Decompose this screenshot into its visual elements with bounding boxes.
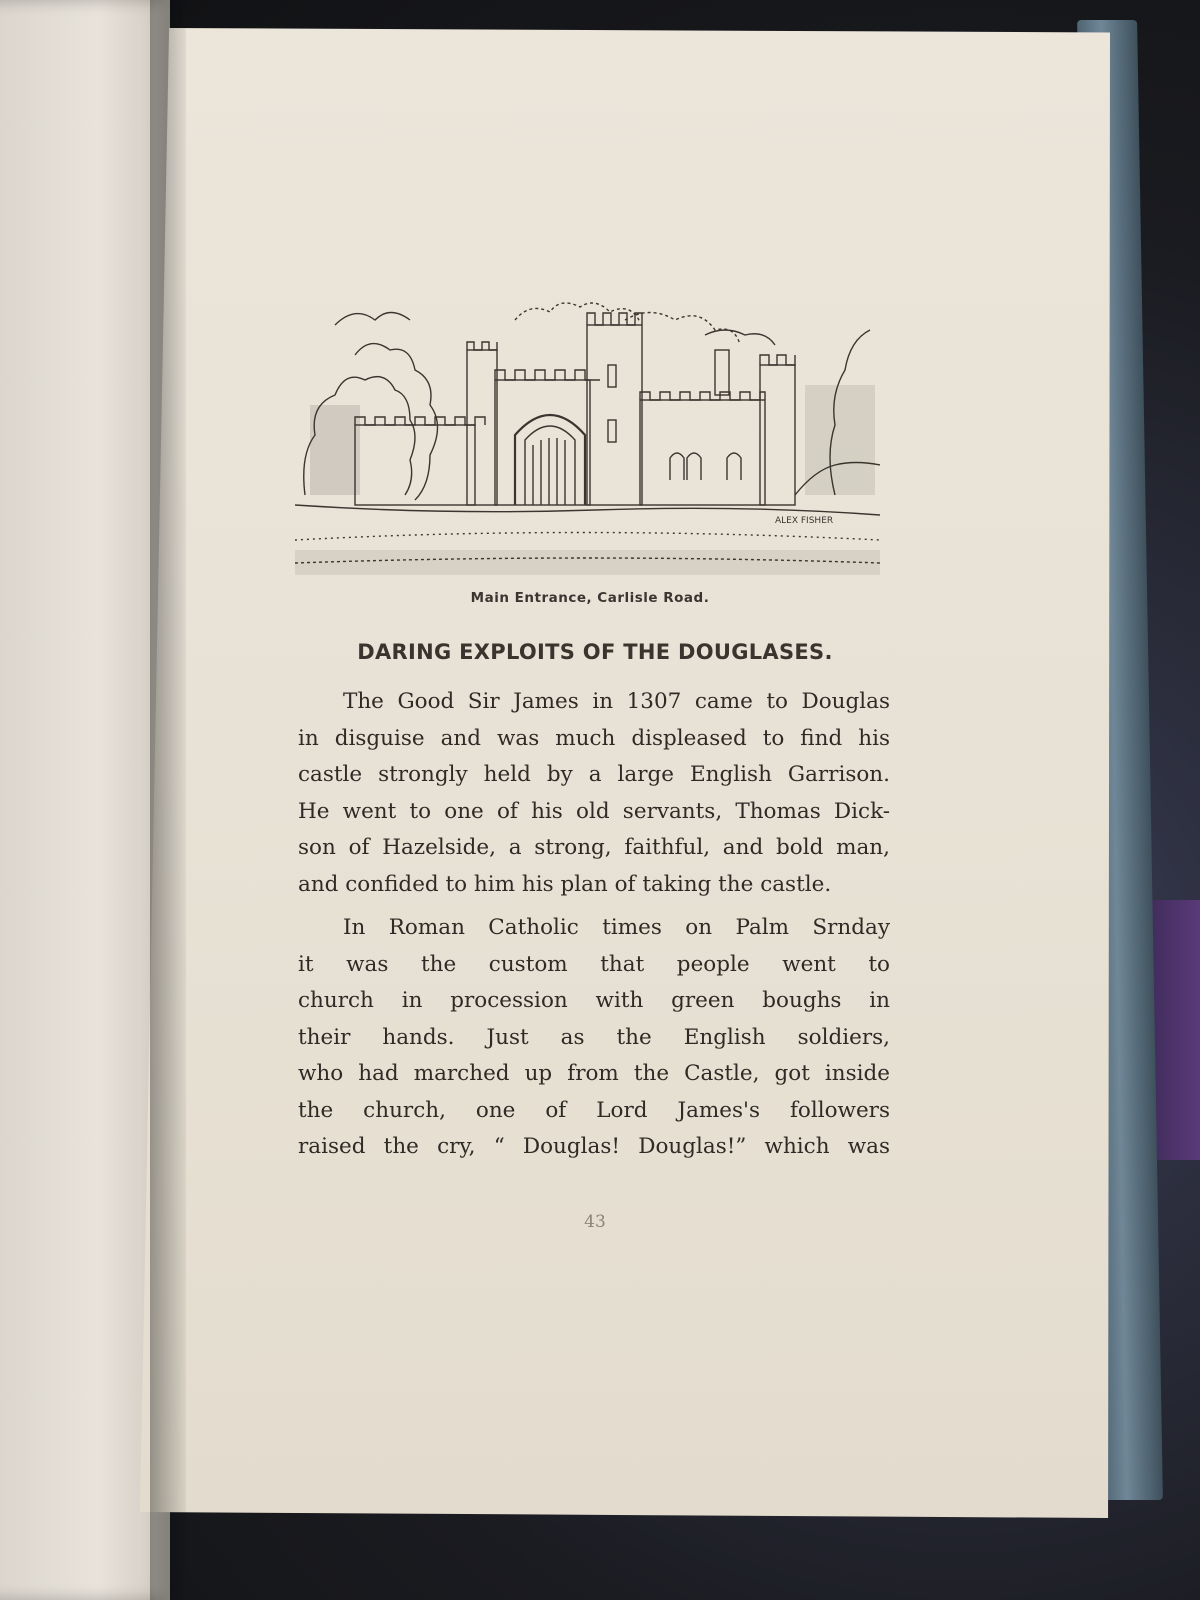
chapter-heading: DARING EXPLOITS OF THE DOUGLASES. (357, 640, 833, 664)
paragraph-2 (298, 910, 890, 1166)
text-line: their hands. Just as the English soldiers, (298, 1024, 890, 1050)
text-line: in disguise and was much displeased to find his (298, 725, 890, 751)
text-line: and confided to him his plan of taking the castle. (298, 871, 832, 897)
text-line: it was the custom that people went to (298, 951, 890, 977)
spine-shadow (150, 0, 186, 1600)
text-line: The Good Sir James in 1307 came to Douglas (343, 689, 890, 714)
paragraph-1 (298, 684, 890, 903)
page-number: 43 (584, 1212, 606, 1232)
text-line: raised the cry, “ Douglas! Douglas!” which was (298, 1134, 890, 1159)
text-line: the church, one of Lord James's followers (298, 1097, 890, 1123)
artist-signature: ALEX FISHER (775, 516, 834, 526)
castle-gate-illustration (295, 295, 880, 580)
text-line: son of Hazelside, a strong, faithful, and bold man, (298, 835, 890, 860)
illustration-caption: Main Entrance, Carlisle Road. (470, 590, 710, 606)
text-line: In Roman Catholic times on Palm Srnday (343, 915, 890, 940)
text-line: church in procession with green boughs in (298, 988, 890, 1013)
text-line: He went to one of his old servants, Thomas Dick- (298, 798, 890, 824)
text-line: castle strongly held by a large English Garrison. (298, 762, 890, 787)
text-line: who had marched up from the Castle, got inside (298, 1061, 890, 1086)
